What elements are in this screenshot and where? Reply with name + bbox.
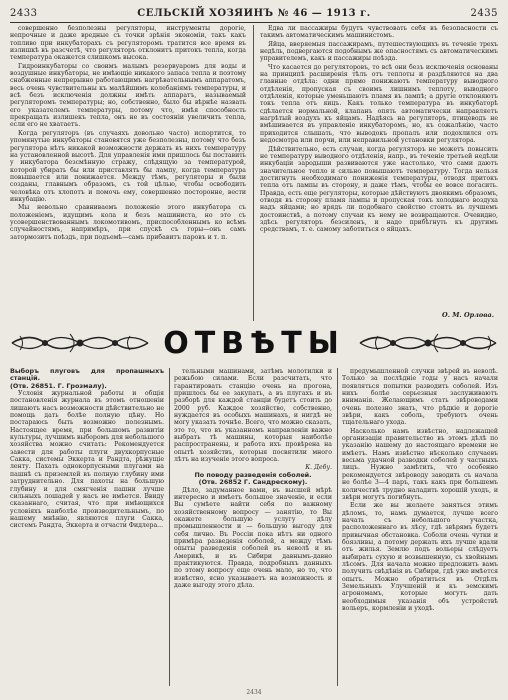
journal-title: СЕЛЬСКІЙ ХОЗЯИНЪ № 46 — 1913 г.	[137, 7, 371, 19]
paragraph: совершенно безполезны регуляторы, инструменты дорогіе, непрочные и даже вредные съ точки зрѣнія экономіи, такъ какъ топливо при инкубаторахъ съ регуляторомъ тратится все время въ излишкѣ въ разсчетѣ, что регуляторъ отклонитъ притокъ тепла, когда температура окажется слишкомъ высока.	[10, 25, 246, 62]
right-ornament-icon	[358, 330, 498, 356]
page-number-left: 2433	[10, 7, 38, 19]
answer-body: Дѣло, задуманное вами, въ высшей мѣрѣ интересно и имѣетъ большое значеніе, и если Вы сумѣете найти себя по важному хозяйственному вопросу — занятію, то Вы окажете большую услугу дѣлу промышленности и — большую выгоду для себя лично. Въ Россіи пока нѣтъ ни одного примѣра разведенія соболей, а между тѣмъ опыты разведенія соболей въ неволѣ и въ Америкѣ, и въ Сибири давнымъ-давно практикуются. Правда, подробныхъ данныхъ по этому вопросу еще очень мало, но то, что извѣстно, ясно указываетъ на возможность и даже выгоду этого дѣла.	[174, 486, 332, 589]
column-divider	[169, 368, 170, 686]
page-header	[10, 6, 498, 20]
paragraph: предумышленной случки звѣрей въ неволѣ. Только за послѣдніе годы у насъ начали появляться попытки разводить соболей. Изъ нихъ болѣе серьезныя заслуживаютъ вниманія. Желающимъ стать звѣроводами очень полезно знать, что рѣдкіе и дорогіе звѣри, какъ соболь, требуютъ очень тщательнаго ухода.	[342, 368, 498, 427]
paragraph: Когда регуляторъ (въ случаяхъ довольно часто) испортится, то упомянутые инкубаторы становятся уже безполезны, потому что безъ регулятора нѣтъ никакой возможности держать въ нихъ температуру на установленной высотѣ. Для управленія ими пришлось бы поставить у инкубатора безсмѣнную стражу, слѣдящую за температурой, которой убирать бы или приставлять бы лампу, когда температура повышается или понижается. Между тѣмъ, регуляторы и были созданы, главнымъ образомъ, съ той цѣлью, чтобы освободить человѣка отъ хлопотъ и помочь ему, совершенно посторонне, вести инкубацію.	[10, 129, 246, 203]
answer-question-ref: (Отв. 26851. Г. Грозмалу).	[10, 381, 107, 390]
answer-question-ref: (Отв. 26852 Г. Сандрескому).	[198, 478, 308, 487]
paragraph: Яйца, вверяемыя пассажирамъ, путешествующихъ въ теченіе трехъ недѣль, подвергаются подобнымъ же опасностямъ съ автоматическимъ управителемъ, какъ и пассажиры поѣзда.	[260, 40, 498, 63]
paragraph: Если же вы желаете заняться этимъ дѣломъ, то, намъ думается, лучше всего начать съ небольшого участка, расположеннаго въ лѣсу, гдѣ звѣрямъ будетъ привычная обстановка. Соболи очень чутки и боязливы, а потому держать ихъ лучше вдали отъ жилья. Землю подъ вольеры слѣдуетъ выбирать сухую и возвышенную, съ хвойнымъ лѣсомъ. Для начала можно предложить вамъ получить свѣдѣнія въ Сибири, гдѣ уже имѣется опытъ. Можно обратиться въ Отдѣлъ Земельныхъ Улучшеній и къ земскимъ агрономамъ, которые могутъ дать необходимыя указанія объ устройствѣ вольеръ, кормленіи и уходѣ.	[342, 502, 498, 612]
article-column-right	[260, 25, 498, 310]
answer-body: тельными машинами, затѣмъ молотилки и режьбою силами. Если разсчитать, что гарантировать станцію очень на прогона, пришлось бы ее закупать, а въ плугахъ и въ разборѣ для каждой станціи будетъ стоить до 2000 руб. Каждое хозяйство, собственно, нуждается въ особыхъ машинахъ, и нигдѣ не могу указать точнѣе. Всего, что можно сказать, это то, что въ указанномъ направленіи важно выбрать тѣ машины, которыя наиболѣе распространены, и работа ихъ провѣрена на опытѣ хозяйствъ, которыя посвятили много лѣтъ на изученіе этого вопроса.	[174, 368, 332, 464]
answer-question-title: Выборъ плуговъ для пропашныхъ станцій.	[10, 368, 164, 383]
section-banner	[10, 323, 498, 363]
column-divider	[253, 25, 254, 321]
column-divider	[337, 368, 338, 686]
article-signature: О. М. Орлова.	[442, 311, 494, 319]
footer-page-number: 2434	[246, 689, 262, 696]
paragraph: Гидроинкубаторы со своимъ малымъ резервуаромъ для воды и воздушные инкубаторы, не имѣющіе никакого запаса тепла и поэтому снабженные непрерывно работающимъ нагрѣвательнымъ аппаратомъ, весь очень чувствительны къ малѣйшимъ колебаніямъ температуры, и всѣ безъ исключенія должны имѣть аппаратъ, называемый регуляторомъ температуры; но, собственно, было бы вѣрнѣе назвать его указателемъ температуры, потому что, имѣя способность прекращать излишекъ тепла, онъ не въ состояніи увеличить тепла, если его не хватаетъ.	[10, 62, 246, 129]
paragraph: Дѣйствительно, есть случаи, когда регуляторъ не можетъ повысить не температуру выводного отдѣленія, напр., въ теченіе третьей недѣли инкубаціи зародыши развиваются уже настолько, что сами даютъ значительное тепло и сильно повышаютъ температуру. Тогда нельзя достигнуть необходимаго пониженія температуры, отводя притокъ тепла отъ лампы въ сторону, и даже тѣмъ, чтобы ее вовсе погасить. Правда, есть еще регуляторы, которые дѣйствуютъ двоякимъ образомъ, отводя въ сторону пламя лампы и пропуская токъ холоднаго воздуха надъ яйцами; но врядъ ли подобнаго свойство стоитъ въ лучшемъ достоинствѣ, а потому случаи къ нему не возвращаются. Очевидно, здѣсь регуляторъ безсиленъ, и надо прибѣгнуть къ другимъ средствамъ, т. е. самому заботиться о яйцахъ.	[260, 145, 498, 234]
paragraph: Что касается до регуляторовъ, то всѣ они безъ исключенія основаны на принципѣ расширенія тѣлъ отъ теплоты и раздѣляются на два главные отдѣла: одни прямо понижаютъ температуру выводного отдѣленія, пропуская съ своимъ лишнимъ теплоту, выводного отдѣленія, которые уменьшаютъ пламя въ лампѣ; а другіе отклоняютъ токъ тепла отъ яицъ. Какъ только температура въ инкубаторѣ сдѣлается нормальной, клапанъ опять автоматически направляетъ нагрѣтый воздухъ къ яйцамъ. Надѣясь на регуляторъ, птицеводъ не вмѣшивается въ управленіе инкубаторомъ, но, къ сожалѣнію, часто приходится слышать, что выводокъ пропалъ или подохлился отъ недосмотра или порчи, или неправильной установки регулятора.	[260, 63, 498, 145]
answer-signature: К. Дебу.	[305, 464, 332, 472]
paragraph: Насколько намъ извѣстно, надлежащей организаціи правительство въ этомъ дѣлѣ по указанію нашему до настоящаго времени не имѣетъ. Намъ извѣстно нѣсколько случаевъ весьма удачной разводки соболей у частныхъ лицъ. Нужно замѣтить, что особенно рекомендуется звѣроводу заводить съ начала не болѣе 3—4 паръ, такъ какъ при большемъ количествѣ трудно наладить хорошій уходъ, и звѣри могутъ погибнуть.	[342, 427, 498, 501]
paragraph: Мы невольно сравниваемъ положеніе этого инкубатора съ положеніемъ, идущимъ кола и безъ машиниста, но это съ усовершенствованнымъ локомотивомъ, приспособленнымъ ко всѣмъ случайностямъ, напримѣръ, при спускѣ съ горы—онъ самъ затормозитъ поѣздъ, при подъемѣ—самъ прибавитъ паровъ и т. п.	[10, 204, 246, 241]
answer-body: Условія журнальной работы и общія постановленія журнала въ этомъ отношеніи лишаютъ насъ возможности дѣйствительно не помощь дать болѣе полную цѣну. Но постараюсь быть возможно полезнымъ. Настоящее время, при большомъ развитіи культуры, лучшимъ выборомъ для небольшого хозяйства можно считать: Рекомендуется завести для работы плуги двухкорпусные Сакка, системы Эккерта и Рандта, рѣжущіе ленту. Пахать однокорпусными плугами на пашнѣ съ приземлей въ полную глубину ими затруднительно. Для пахоты на большую глубину и для смягченія пашни лучше сильныхъ лошадей у насъ не имѣется. Ввиду сказаннаго, считая, что при имѣющихся условіяхъ наиболѣе производительнымъ, по нашему мнѣнію, являются плуги Сакка, системъ Рандта, Эккерта и отчасти Фидлера...	[10, 390, 164, 530]
section-title: ОТВѢТЫ	[163, 325, 345, 361]
article-column-left	[10, 25, 246, 321]
answer-question-title: По поводу разведенія соболей.	[194, 470, 312, 479]
header-rule	[10, 22, 498, 23]
paragraph: Едва ли пассажиры будутъ чувствовать себя въ безопасности съ такимъ автоматическимъ машинистомъ.	[260, 25, 498, 40]
answer-column-2	[174, 368, 332, 686]
page-number-right: 2435	[470, 7, 498, 19]
left-ornament-icon	[10, 330, 150, 356]
answer-column-3	[342, 368, 498, 686]
answer-column-1	[10, 368, 164, 686]
